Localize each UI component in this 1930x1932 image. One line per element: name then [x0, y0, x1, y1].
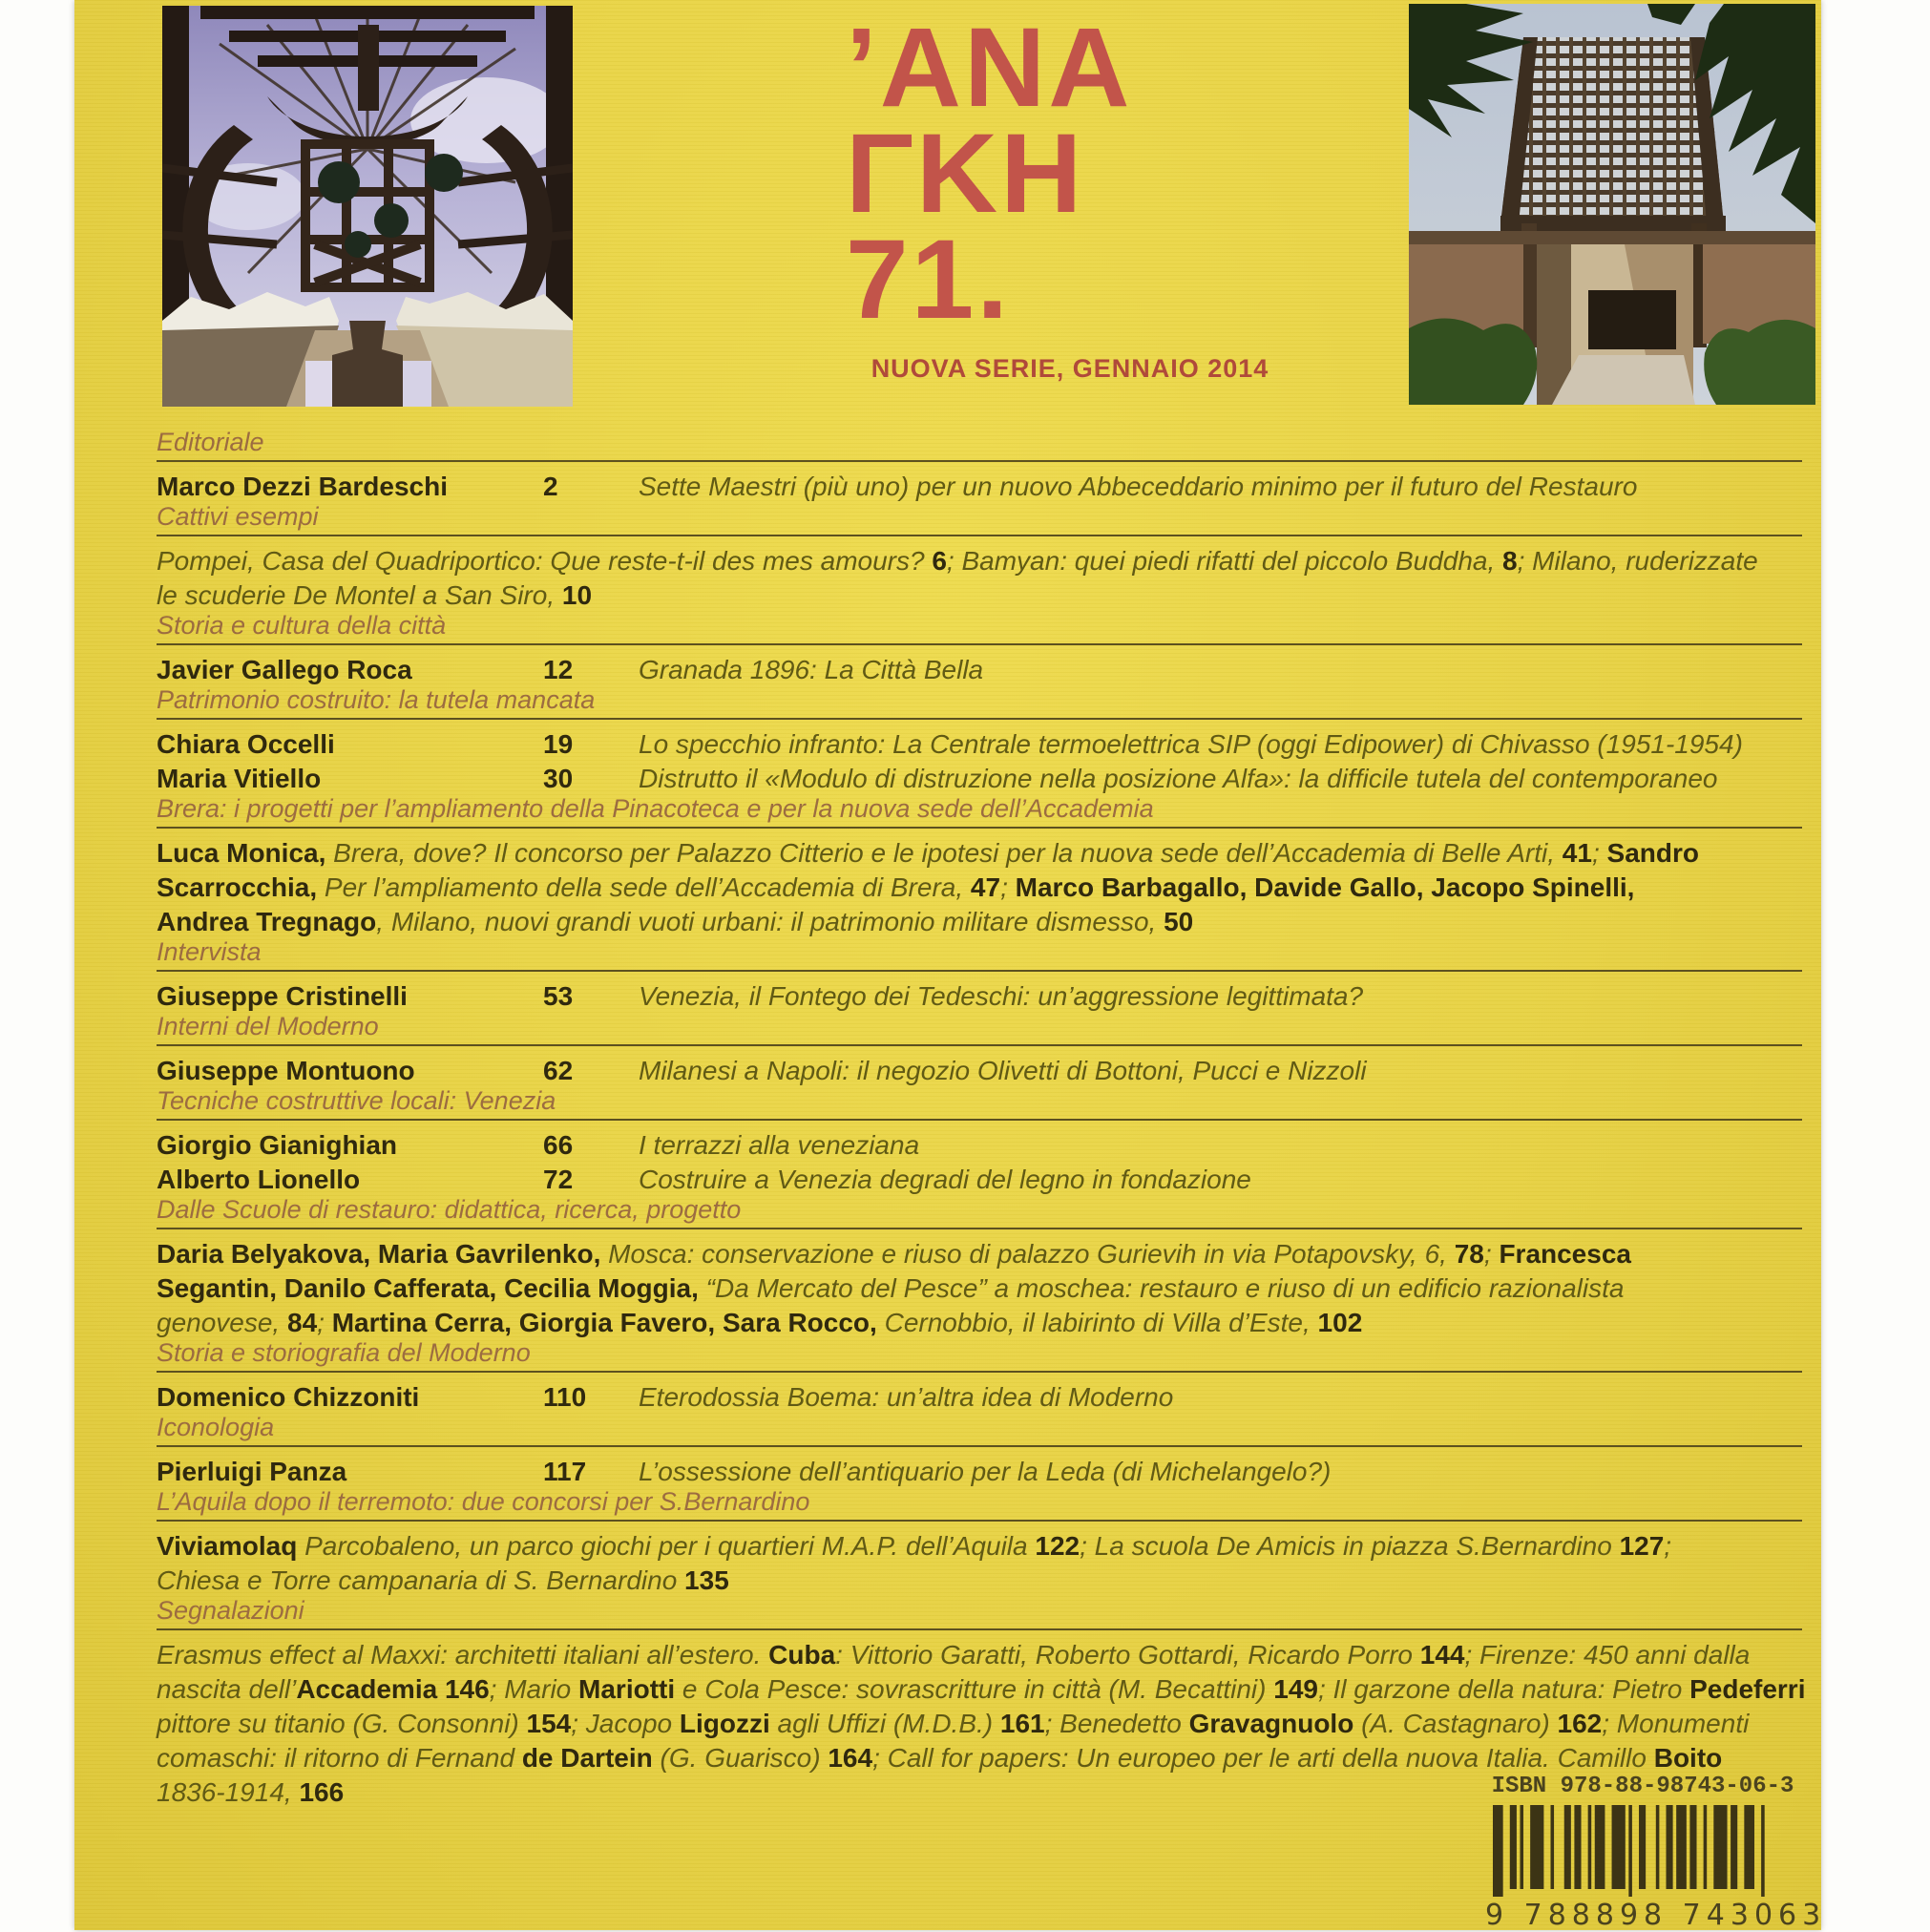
toc-entry-line: comaschi: il ritorno di Fernand de Dartein (G. Guarisco) 164; Call for papers: Un europeo per le arti della nuova Italia. Camillo Boito — [157, 1743, 1723, 1773]
toc-entry-line: genovese, 84; Martina Cerra, Giorgia Favero, Sara Rocco, Cernobbio, il labirinto di Villa d’Este, 102 — [157, 1308, 1363, 1337]
toc-entry-line: nascita dell’Accademia 146; Mario Mariotti e Cola Pesce: sovrascritture in città (M. Becattini) 149; Il garzone della natura: Pietro Pedeferri — [157, 1674, 1806, 1704]
toc-section-header: Dalle Scuole di restauro: didattica, ricerca, progetto — [157, 1197, 1802, 1229]
toc-section-header: Editoriale — [157, 430, 1802, 462]
toc-entry-line: 1836-1914, 166 — [157, 1777, 345, 1807]
toc-section-header: Cattivi esempi — [157, 504, 1802, 536]
toc-entry-line: Luca Monica, Brera, dove? Il concorso per Palazzo Citterio e le ipotesi per la nuova sede dell’Accademia di Belle Arti, 41; Sandro — [157, 838, 1699, 868]
toc-entry-line: Viviamolaq Parcobaleno, un parco giochi per i quartieri M.A.P. dell’Aquila 122; La scuola De Amicis in piazza S.Bernardino 127; — [157, 1531, 1672, 1561]
magazine-title: ’ΑΝΑ ΓΚΗ 71. — [846, 5, 1133, 343]
toc-entry — [157, 1380, 1802, 1415]
toc-section-header: Storia e storiografia del Moderno — [157, 1340, 1802, 1373]
entry-page-number: 110 — [543, 1382, 587, 1412]
barcode-bars — [1493, 1805, 1793, 1897]
isbn-label: ISBN 978-88-98743-06-3 — [1491, 1774, 1794, 1799]
entry-title: Granada 1896: La Città Bella — [639, 655, 984, 684]
entry-title: Distrutto il «Modulo di distruzione nella posizione Alfa»: la difficile tutela del contemporaneo — [639, 764, 1718, 793]
toc-entry-line: Chiesa e Torre campanaria di S. Bernardino 135 — [157, 1565, 729, 1595]
toc-entry — [157, 727, 1802, 762]
toc-entry — [157, 1054, 1802, 1088]
entry-author: Marco Dezzi Bardeschi — [157, 472, 448, 501]
toc-entry-line: Andrea Tregnago, Milano, nuovi grandi vuoti urbani: il patrimonio militare dismesso, 50 — [157, 907, 1194, 936]
entry-author: Giorgio Gianighian — [157, 1130, 397, 1160]
toc-section-header: L’Aquila dopo il terremoto: due concorsi per S.Bernardino — [157, 1489, 1802, 1522]
entry-page-number: 117 — [543, 1457, 587, 1486]
entry-page-number: 62 — [543, 1056, 574, 1085]
entry-title: Sette Maestri (più uno) per un nuovo Abbeceddario minimo per il futuro del Restauro — [639, 472, 1638, 501]
entry-author: Javier Gallego Roca — [157, 655, 412, 684]
toc-entry — [157, 1455, 1802, 1489]
toc-entry — [157, 1163, 1802, 1197]
pergola-interior-photo — [162, 6, 573, 407]
entry-title: L’ossessione dell’antiquario per la Leda (di Michelangelo?) — [639, 1457, 1332, 1486]
entry-page-number: 66 — [543, 1130, 574, 1160]
entry-author: Giuseppe Montuono — [157, 1056, 415, 1085]
toc-entry — [157, 979, 1802, 1014]
entry-author: Alberto Lionello — [157, 1165, 361, 1194]
barcode-block — [1485, 1774, 1827, 1932]
toc-section-header: Iconologia — [157, 1415, 1802, 1447]
entry-title: Milanesi a Napoli: il negozio Olivetti di Bottoni, Pucci e Nizzoli — [639, 1056, 1367, 1085]
entry-author: Pierluigi Panza — [157, 1457, 347, 1486]
pergola-interior-illustration — [162, 6, 573, 407]
entry-author: Chiara Occelli — [157, 729, 335, 759]
entry-page-number: 12 — [543, 655, 574, 684]
entry-title: I terrazzi alla veneziana — [639, 1130, 920, 1160]
magazine-cover — [74, 0, 1827, 1932]
masthead — [846, 5, 1304, 384]
toc-entry — [157, 470, 1802, 504]
entry-author: Maria Vitiello — [157, 764, 322, 793]
toc-entry-line: Erasmus effect al Maxxi: architetti italiani all’estero. Cuba: Vittorio Garatti, Roberto Gottardi, Ricardo Porro 144; Firenze: 450 anni dalla — [157, 1640, 1751, 1670]
entry-title: Eterodossia Boema: un’altra idea di Moderno — [639, 1382, 1174, 1412]
entry-page-number: 19 — [543, 729, 574, 759]
toc-section-header: Tecniche costruttive locali: Venezia — [157, 1088, 1802, 1121]
toc-entry-line: Segantin, Danilo Cafferata, Cecilia Moggia, “Da Mercato del Pesce” a moschea: restauro e riuso di un edificio razionalista — [157, 1273, 1625, 1303]
entry-title: Costruire a Venezia degradi del legno in fondazione — [639, 1165, 1251, 1194]
toc-section-header: Storia e cultura della città — [157, 613, 1802, 645]
toc-entry — [157, 653, 1802, 687]
lattice-tower-illustration — [1409, 4, 1815, 405]
toc-entry — [157, 762, 1802, 796]
toc-entry-line: Scarrocchia, Per l’ampliamento della sede dell’Accademia di Brera, 47; Marco Barbagallo, Davide Gallo, Jacopo Spinelli, — [157, 872, 1635, 902]
issue-subtitle: NUOVA SERIE, GENNAIO 2014 — [871, 353, 1269, 383]
toc-section-header: Segnalazioni — [157, 1598, 1802, 1630]
toc-section-header: Brera: i progetti per l’ampliamento della Pinacoteca e per la nuova sede dell’Accademia — [157, 796, 1802, 829]
entry-page-number: 2 — [543, 472, 558, 501]
toc-entry-line: Pompei, Casa del Quadriportico: Que reste-t-il des mes amours? 6; Bamyan: quei piedi rifatti del piccolo Buddha, 8; Milano, ruderizzate — [157, 546, 1758, 576]
barcode-digits: 9 788898 743063 — [1485, 1899, 1827, 1932]
entry-page-number: 72 — [543, 1165, 574, 1194]
entry-page-number: 53 — [543, 981, 574, 1011]
toc-section-header: Interni del Moderno — [157, 1014, 1802, 1046]
toc-section-header: Patrimonio costruito: la tutela mancata — [157, 687, 1802, 720]
toc-section-header: Intervista — [157, 939, 1802, 972]
toc — [157, 428, 1806, 1810]
entry-title: Lo specchio infranto: La Centrale termoelettrica SIP (oggi Edipower) di Chivasso (1951-1954) — [639, 729, 1743, 759]
entry-author: Giuseppe Cristinelli — [157, 981, 408, 1011]
toc-entry-line: pittore su titanio (G. Consonni) 154; Jacopo Ligozzi agli Uffizi (M.D.B.) 161; Benedetto Gravagnuolo (A. Castagnaro) 162; Monumenti — [157, 1709, 1750, 1738]
entry-author: Domenico Chizzoniti — [157, 1382, 420, 1412]
entry-page-number: 30 — [543, 764, 574, 793]
toc-entry — [157, 1128, 1802, 1163]
toc-entry-line: le scuderie De Montel a San Siro, 10 — [157, 580, 593, 610]
lattice-tower-photo — [1409, 4, 1815, 405]
toc-entry-line: Daria Belyakova, Maria Gavrilenko, Mosca: conservazione e riuso di palazzo Gurievih in via Potapovsky, 6, 78; Francesca — [157, 1239, 1631, 1269]
entry-title: Venezia, il Fontego dei Tedeschi: un’aggressione legittimata? — [639, 981, 1364, 1011]
